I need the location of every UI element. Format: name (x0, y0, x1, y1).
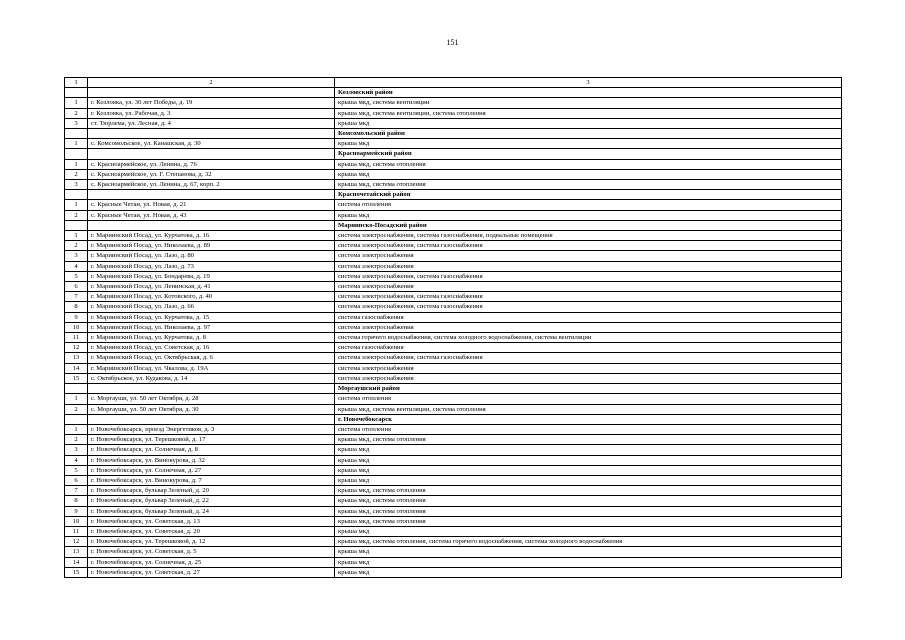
section-empty-cell (65, 414, 88, 424)
row-number: 12 (65, 343, 88, 353)
section-empty-cell (88, 190, 335, 200)
row-works: крыша мкд, система отопления (335, 496, 842, 506)
table-row (65, 465, 842, 475)
table-row (65, 251, 842, 261)
row-number: 9 (65, 312, 88, 322)
row-works: крыша мкд (335, 567, 842, 577)
row-address: г. Новочебоксарск, ул. Советская, д. 20 (88, 526, 335, 536)
section-title: Комсомольский район (335, 129, 842, 139)
row-works: крыша мкд, система вентиляции, система отопления (335, 108, 842, 118)
row-works: крыша мкд, система вентиляции (335, 98, 842, 108)
row-address: г. Мариинский Посад, ул. Курчатова, д. 16 (88, 231, 335, 241)
row-address: г. Мариинский Посад, ул. Октябрьская, д. 6 (88, 353, 335, 363)
row-number: 2 (65, 404, 88, 414)
section-header-row (65, 384, 842, 394)
table-header-row (65, 78, 842, 88)
row-number: 5 (65, 465, 88, 475)
section-empty-cell (65, 88, 88, 98)
row-address: г. Мариинский Посад, ул. Николаева, д. 89 (88, 241, 335, 251)
row-number: 8 (65, 496, 88, 506)
row-address: г. Козловка, ул. Рабочая, д. 3 (88, 108, 335, 118)
section-empty-cell (88, 149, 335, 159)
section-empty-cell (65, 129, 88, 139)
row-number: 8 (65, 302, 88, 312)
row-works: система газоснабжения (335, 312, 842, 322)
header-col-works: 3 (335, 78, 842, 88)
table-row (65, 506, 842, 516)
section-empty-cell (65, 220, 88, 230)
row-works: крыша мкд (335, 547, 842, 557)
table-row (65, 394, 842, 404)
row-number: 2 (65, 241, 88, 251)
row-works: система газоснабжения (335, 343, 842, 353)
row-number: 2 (65, 210, 88, 220)
table-row (65, 98, 842, 108)
row-address: г. Новочебоксарск, бульвар Зеленый, д. 20 (88, 486, 335, 496)
page-number: 151 (446, 38, 459, 47)
row-address: г. Мариинский Посад, ул. Лазо, д. 66 (88, 302, 335, 312)
row-number: 1 (65, 394, 88, 404)
row-number: 15 (65, 567, 88, 577)
row-works: крыша мкд (335, 455, 842, 465)
table-row (65, 312, 842, 322)
row-number: 2 (65, 169, 88, 179)
row-number: 11 (65, 526, 88, 536)
table-row (65, 139, 842, 149)
row-number: 3 (65, 180, 88, 190)
table-row (65, 455, 842, 465)
row-works: крыша мкд, система отопления (335, 180, 842, 190)
section-header-row (65, 414, 842, 424)
table-row (65, 302, 842, 312)
table-row (65, 180, 842, 190)
row-number: 1 (65, 200, 88, 210)
row-number: 14 (65, 557, 88, 567)
row-address: г. Мариинский Посад, ул. Лазо, д. 73 (88, 261, 335, 271)
row-address: г. Новочебоксарск, ул. Винокурова, д. 32 (88, 455, 335, 465)
row-works: крыша мкд, система отопления (335, 435, 842, 445)
row-address: г. Новочебоксарск, бульвар Зеленый, д. 24 (88, 506, 335, 516)
row-number: 9 (65, 506, 88, 516)
table-row (65, 486, 842, 496)
row-address: г. Новочебоксарск, ул. Терешковой, д. 12 (88, 537, 335, 547)
row-number: 1 (65, 98, 88, 108)
row-number: 7 (65, 486, 88, 496)
section-empty-cell (88, 220, 335, 230)
section-empty-cell (65, 149, 88, 159)
repair-works-table (64, 77, 842, 578)
table-row (65, 373, 842, 383)
row-works: система электроснабжения, система газоснабжения (335, 302, 842, 312)
row-address: ст. Тюрлема, ул. Лесная, д. 4 (88, 118, 335, 128)
row-number: 2 (65, 435, 88, 445)
row-number: 3 (65, 118, 88, 128)
row-address: г. Мариинский Посад, ул. Ленинская, д. 41 (88, 282, 335, 292)
row-works: крыша мкд (335, 557, 842, 567)
row-address: с. Красные Четаи, ул. Новая, д. 43 (88, 210, 335, 220)
table-row (65, 404, 842, 414)
row-works: система электроснабжения, система газоснабжения (335, 353, 842, 363)
row-address: г. Мариинский Посад, ул. Советская, д. 16 (88, 343, 335, 353)
section-title: Моргаушский район (335, 384, 842, 394)
row-works: система отопления (335, 200, 842, 210)
row-address: г. Новочебоксарск, ул. Советская, д. 13 (88, 516, 335, 526)
table-row (65, 292, 842, 302)
row-works: крыша мкд (335, 465, 842, 475)
row-number: 1 (65, 139, 88, 149)
header-col-address: 2 (88, 78, 335, 88)
table-row (65, 241, 842, 251)
table-row (65, 496, 842, 506)
section-empty-cell (88, 88, 335, 98)
table-row (65, 547, 842, 557)
row-number: 4 (65, 455, 88, 465)
table-row (65, 271, 842, 281)
section-title: Красночетайский район (335, 190, 842, 200)
row-works: система отопления (335, 394, 842, 404)
table-row (65, 557, 842, 567)
header-col-number: 1 (65, 78, 88, 88)
row-number: 11 (65, 333, 88, 343)
table-row (65, 363, 842, 373)
row-address: г. Мариинский Посад, ул. Котовского, д. 40 (88, 292, 335, 302)
row-works: крыша мкд (335, 139, 842, 149)
row-works: крыша мкд, система отопления, система горячего водоснабжения, система холодного водоснабжения (335, 537, 842, 547)
table-body (65, 78, 842, 578)
row-works: крыша мкд (335, 526, 842, 536)
table-row (65, 159, 842, 169)
row-number: 6 (65, 282, 88, 292)
row-address: г. Козловка, ул. 30 лет Победы, д. 19 (88, 98, 335, 108)
row-works: система электроснабжения, система газоснабжения (335, 271, 842, 281)
table-row (65, 435, 842, 445)
row-address: г. Мариинский Посад, ул. Лазо, д. 80 (88, 251, 335, 261)
row-address: г. Мариинский Посад, ул. Бондарева, д. 19 (88, 271, 335, 281)
row-works: система электроснабжения, система газоснабжения (335, 241, 842, 251)
row-works: система отопления (335, 424, 842, 434)
row-works: система электроснабжения, система газоснабжения, подвальные помещения (335, 231, 842, 241)
row-number: 1 (65, 159, 88, 169)
row-works: система горячего водоснабжения, система холодного водоснабжения, система вентиляции (335, 333, 842, 343)
row-address: с. Моргауши, ул. 50 лет Октября, д. 28 (88, 394, 335, 404)
section-header-row (65, 129, 842, 139)
table-row (65, 475, 842, 485)
section-empty-cell (88, 129, 335, 139)
row-address: г. Новочебоксарск, ул. Солнечная, д. 8 (88, 445, 335, 455)
row-address: г. Новочебоксарск, ул. Советская, д. 27 (88, 567, 335, 577)
section-title: г. Новочебоксарск (335, 414, 842, 424)
row-number: 10 (65, 516, 88, 526)
row-address: с. Комсомольское, ул. Канашская, д. 30 (88, 139, 335, 149)
row-address: с. Красноармейское, ул. Г. Степанова, д. 32 (88, 169, 335, 179)
row-works: крыша мкд (335, 169, 842, 179)
row-works: крыша мкд (335, 475, 842, 485)
row-works: крыша мкд, система вентиляции, система отопления (335, 404, 842, 414)
section-title: Красноармейский район (335, 149, 842, 159)
row-works: система электроснабжения (335, 373, 842, 383)
row-number: 5 (65, 271, 88, 281)
row-works: крыша мкд (335, 445, 842, 455)
row-number: 14 (65, 363, 88, 373)
row-works: крыша мкд, система отопления (335, 516, 842, 526)
section-header-row (65, 88, 842, 98)
section-header-row (65, 149, 842, 159)
table-row (65, 108, 842, 118)
row-works: система электроснабжения (335, 282, 842, 292)
row-works: крыша мкд, система отопления (335, 159, 842, 169)
table-row (65, 526, 842, 536)
row-address: г. Новочебоксарск, проезд Энергетиков, д. 3 (88, 424, 335, 434)
row-works: крыша мкд (335, 210, 842, 220)
row-address: с. Октябрьское, ул. Кудакова, д. 14 (88, 373, 335, 383)
row-number: 13 (65, 547, 88, 557)
table-row (65, 567, 842, 577)
row-address: г. Новочебоксарск, ул. Винокурова, д. 7 (88, 475, 335, 485)
row-address: г. Мариинский Посад, ул. Курчатова, д. 8 (88, 333, 335, 343)
row-works: крыша мкд, система отопления (335, 506, 842, 516)
section-header-row (65, 220, 842, 230)
table-row (65, 261, 842, 271)
section-header-row (65, 190, 842, 200)
table-row (65, 516, 842, 526)
row-works: система электроснабжения (335, 251, 842, 261)
row-works: система электроснабжения (335, 322, 842, 332)
section-empty-cell (88, 384, 335, 394)
row-number: 6 (65, 475, 88, 485)
table-row (65, 537, 842, 547)
section-title: Козловский район (335, 88, 842, 98)
table-row (65, 343, 842, 353)
row-works: система электроснабжения (335, 363, 842, 373)
row-number: 12 (65, 537, 88, 547)
row-address: г. Новочебоксарск, ул. Солнечная, д. 27 (88, 465, 335, 475)
table-row (65, 231, 842, 241)
table-row (65, 445, 842, 455)
row-number: 7 (65, 292, 88, 302)
row-address: г. Мариинский Посад, ул. Курчатова, д. 15 (88, 312, 335, 322)
row-works: система электроснабжения, система газоснабжения (335, 292, 842, 302)
row-address: с. Моргауши, ул. 50 лет Октября, д. 30 (88, 404, 335, 414)
row-address: с. Красные Четаи, ул. Новая, д. 21 (88, 200, 335, 210)
row-address: г. Мариинский Посад, ул. Чкалова, д. 19А (88, 363, 335, 373)
table-row (65, 118, 842, 128)
table-row (65, 424, 842, 434)
row-address: г. Новочебоксарск, ул. Солнечная, д. 25 (88, 557, 335, 567)
row-works: система электроснабжения (335, 261, 842, 271)
table-row (65, 322, 842, 332)
table-row (65, 210, 842, 220)
row-address: г. Новочебоксарск, ул. Советская, д. 5 (88, 547, 335, 557)
row-number: 1 (65, 231, 88, 241)
row-number: 1 (65, 424, 88, 434)
table-row (65, 353, 842, 363)
row-works: крыша мкд (335, 118, 842, 128)
table-row (65, 169, 842, 179)
row-number: 15 (65, 373, 88, 383)
section-title: Мариинско-Посадский район (335, 220, 842, 230)
section-empty-cell (65, 190, 88, 200)
table-row (65, 333, 842, 343)
row-number: 10 (65, 322, 88, 332)
section-empty-cell (88, 414, 335, 424)
row-number: 3 (65, 445, 88, 455)
section-empty-cell (65, 384, 88, 394)
row-address: с. Красноармейское, ул. Ленина, д. 67, корп. 2 (88, 180, 335, 190)
row-works: крыша мкд, система отопления (335, 486, 842, 496)
row-address: с. Красноармейское, ул. Ленина, д. 76 (88, 159, 335, 169)
row-address: г. Новочебоксарск, бульвар Зеленый, д. 22 (88, 496, 335, 506)
table-row (65, 282, 842, 292)
row-number: 13 (65, 353, 88, 363)
row-address: г. Новочебоксарск, ул. Терешковой, д. 17 (88, 435, 335, 445)
row-number: 2 (65, 108, 88, 118)
row-number: 4 (65, 261, 88, 271)
row-address: г. Мариинский Посад, ул. Николаева, д. 97 (88, 322, 335, 332)
row-number: 3 (65, 251, 88, 261)
table-row (65, 200, 842, 210)
